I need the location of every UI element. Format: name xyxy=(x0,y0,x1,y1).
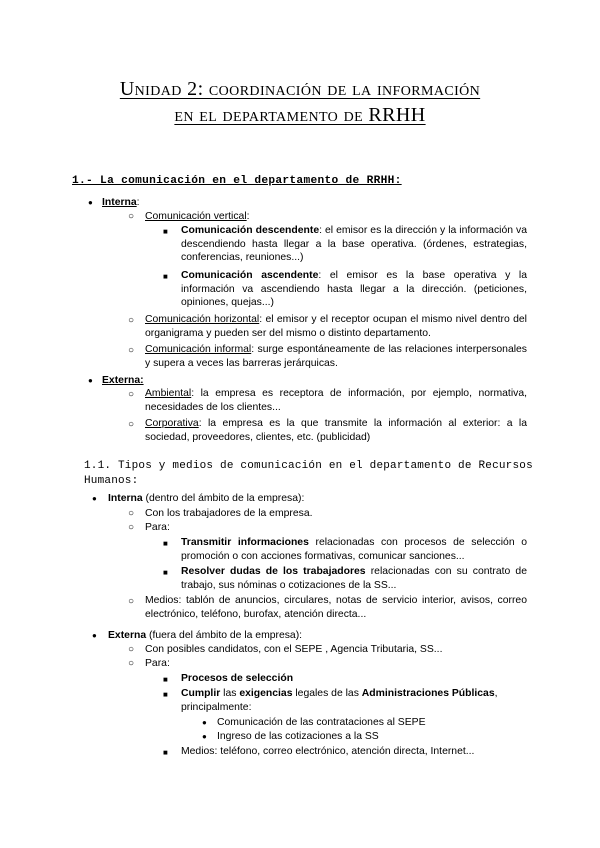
bullet-marker: ○ xyxy=(128,345,135,356)
list-item-trabajadores: Con los trabajadores de la empresa. xyxy=(145,508,313,519)
list-item-interna: Interna: xyxy=(102,197,140,208)
bullet-marker: ○ xyxy=(128,389,135,400)
list-item-procesos: Procesos de selección xyxy=(181,673,294,684)
bullet-marker: ■ xyxy=(163,227,168,236)
bullet-marker: ● xyxy=(92,494,97,503)
title-line-2: en el departamento de RRHH xyxy=(174,104,426,126)
bullet-marker: ● xyxy=(88,376,93,385)
bullet-marker: ● xyxy=(202,718,207,727)
list-item-ambiental: Ambiental: la empresa es receptora de información, por ejemplo, normativa, necesidades de los clientes... xyxy=(145,388,527,413)
bullet-marker: ○ xyxy=(128,522,135,533)
bullet-marker: ■ xyxy=(163,748,168,757)
bullet-marker: ■ xyxy=(163,568,168,577)
page-title xyxy=(60,76,540,128)
bullet-marker: ● xyxy=(202,732,207,741)
bullet-marker: ○ xyxy=(128,419,135,430)
list-item-para: Para: xyxy=(145,522,170,533)
bullet-marker: ■ xyxy=(163,272,168,281)
bullet-marker: ● xyxy=(92,631,97,640)
list-item-corporativa: Corporativa: la empresa es la que transmite la información al exterior: a la sociedad, proveedores, clientes, etc. (publicidad) xyxy=(145,418,527,443)
list-item-principalmente: principalmente: xyxy=(181,702,252,713)
bullet-marker: ■ xyxy=(163,690,168,699)
list-item-horizontal: Comunicación horizontal: el emisor y el receptor ocupan el mismo nivel dentro del organigrama y pueden ser del mismo o distinto departamento. xyxy=(145,314,527,339)
bullet-marker: ○ xyxy=(128,211,135,222)
list-item-ascendente: Comunicación ascendente: el emisor es la base operativa y la información va ascendiendo hasta llegar a la dirección. (peticiones, opiniones, quejas...) xyxy=(181,270,527,309)
list-item-vertical: Comunicación vertical: xyxy=(145,211,250,222)
list-item-descendente: Comunicación descendente: el emisor es la dirección y la información va descendiendo hasta llegar a la base operativa. (órdenes, estrategias, conferencias, reuniones...) xyxy=(181,225,527,264)
bullet-marker: ○ xyxy=(128,596,135,607)
list-item-transmitir: Transmitir informaciones relacionadas con procesos de selección o promoción o con acciones formativas, comunicar sanciones... xyxy=(181,537,527,562)
list-item-medios-interna: Medios: tablón de anuncios, circulares, notas de servicio interior, avisos, correo electrónico, teléfono, burofax, atención directa... xyxy=(145,595,527,620)
list-item-candidatos: Con posibles candidatos, con el SEPE , Agencia Tributaria, SS... xyxy=(145,644,443,655)
list-item-informal: Comunicación informal: surge espontáneamente de las relaciones interpersonales y supera a veces las barreras jerárquicas. xyxy=(145,344,528,369)
list-item-externa: Externa: xyxy=(102,375,144,386)
list-item-cumplir: Cumplir las exigencias legales de las Administraciones Públicas, xyxy=(181,688,498,699)
list-item-comunicacion-sepe: Comunicación de las contrataciones al SEPE xyxy=(217,717,426,728)
list-item-medios-externa: Medios: teléfono, correo electrónico, atención directa, Internet... xyxy=(181,746,475,757)
bullet-marker: ● xyxy=(88,198,93,207)
bullet-marker: ■ xyxy=(163,675,168,684)
bullet-marker: ○ xyxy=(128,508,135,519)
section-heading-1-1: 1.1. Tipos y medios de comunicación en el departamento de Recursos Humanos: xyxy=(84,460,533,487)
list-item-para-2: Para: xyxy=(145,658,170,669)
title-line-1: Unidad 2: coordinación de la información xyxy=(119,78,481,100)
bullet-marker: ○ xyxy=(128,644,135,655)
section-heading-1: 1.- La comunicación en el departamento de RRHH: xyxy=(72,175,402,187)
list-item-ingreso-ss: Ingreso de las cotizaciones a la SS xyxy=(217,731,379,742)
list-item-resolver: Resolver dudas de los trabajadores relacionadas con su contrato de trabajo, sus nóminas o cotizaciones de la SS... xyxy=(181,566,527,591)
list-item-externa-tipos: Externa (fuera del ámbito de la empresa): xyxy=(108,630,303,641)
bullet-marker: ○ xyxy=(128,315,135,326)
bullet-marker: ■ xyxy=(163,539,168,548)
bullet-marker: ○ xyxy=(128,658,135,669)
list-item-interna-tipos: Interna (dentro del ámbito de la empresa): xyxy=(108,493,305,504)
